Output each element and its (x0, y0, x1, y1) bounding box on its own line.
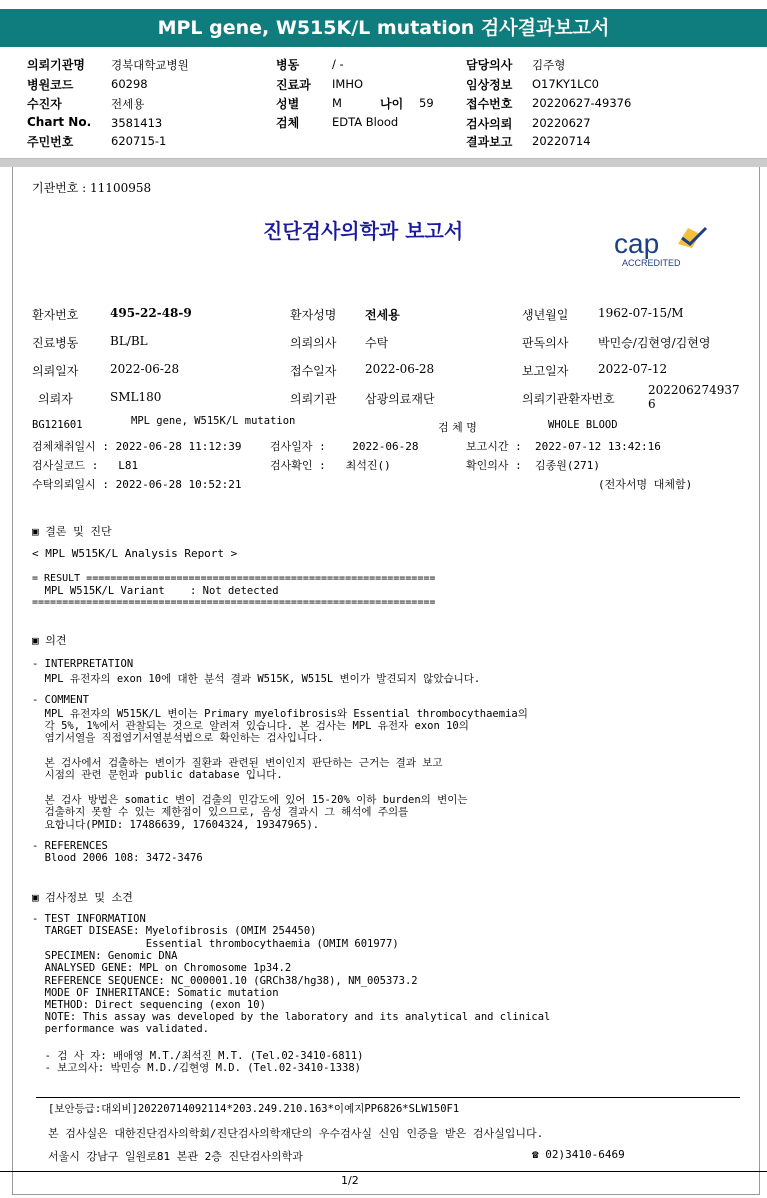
rpt-date-label: 보고일자 (522, 364, 569, 378)
header-label: 성별 (276, 97, 300, 111)
patient-no: 495-22-48-9 (110, 306, 192, 320)
header-label: 진료과 (276, 78, 311, 92)
req-org-label: 의뢰기관 (290, 392, 337, 406)
header-label: 주민번호 (27, 135, 74, 149)
physician: 수탁 (365, 336, 389, 350)
page-divider (0, 1171, 767, 1172)
analysis-report-title: < MPL W515K/L Analysis Report > (32, 547, 238, 560)
header-label: 검사의뢰 (466, 117, 513, 131)
reader: 박민승/김현영/김현영 (598, 336, 711, 350)
test-info-line: performance was validated. (32, 1023, 210, 1035)
report-heading: 진단검사의학과 보고서 (263, 219, 464, 243)
header-value: / - (332, 57, 344, 71)
header-label: 임상정보 (466, 78, 513, 92)
comment-line: 본 검사에서 검출하는 변이가 질환과 관련된 변이인지 판단하는 근거는 결과 보고 (32, 757, 443, 769)
report-title-bar: MPL gene, W515K/L mutation 검사결과보고서 (0, 9, 767, 47)
header-value: IMHO (332, 77, 364, 91)
specimen-name: WHOLE BLOOD (548, 419, 618, 431)
dob-label: 생년월일 (522, 308, 569, 322)
dob: 1962-07-15/M (598, 306, 684, 320)
comment-line: 시점의 관련 문헌과 public database 입니다. (32, 769, 283, 781)
header-value: 59 (419, 96, 434, 110)
rcv-date-label: 접수일자 (290, 364, 337, 378)
header-label: 접수번호 (466, 97, 513, 111)
security-line: [보안등급:대외비]20220714092114*203.249.210.163*이예지PP6826*SLW150F1 (48, 1103, 460, 1115)
patient-name: 전세용 (365, 308, 400, 322)
report-time: 보고시간 : 2022-07-12 13:42:16 (466, 440, 661, 453)
req-date-label: 의뢰일자 (32, 364, 79, 378)
header-value: 3581413 (111, 116, 163, 130)
test-info-line: TARGET DISEASE: Myelofibrosis (OMIM 254450) (32, 925, 317, 937)
phone: ☎ 02)3410-6469 (532, 1148, 625, 1161)
rcv-date: 2022-06-28 (365, 362, 435, 376)
header-value: M (332, 96, 342, 110)
requester: SML180 (110, 390, 162, 404)
references-text: Blood 2006 108: 3472-3476 (32, 852, 203, 864)
e-signature-note: (전자서명 대체함) (598, 478, 693, 491)
test-info-line: NOTE: This assay was developed by the laboratory and its analytical and clinical (32, 1011, 551, 1023)
test-date: 검사일자 : 2022-06-28 (270, 440, 419, 453)
test-info-line: SPECIMEN: Genomic DNA (32, 950, 178, 962)
confirm-doctor: 확인의사 : 김종원(271) (466, 459, 600, 472)
patient-name-label: 환자성명 (290, 308, 337, 322)
rpt-date: 2022-07-12 (598, 362, 668, 376)
header-value: 경북대학교병원 (111, 58, 189, 72)
header-value: 620715-1 (111, 134, 167, 148)
cap-accredited-text: ACCREDITED (622, 258, 681, 268)
header-label: 결과보고 (466, 135, 513, 149)
comment-line: MPL 유전자의 W515K/L 변이는 Primary myelofibrosis와 Essential thrombocythaemia의 (32, 708, 528, 720)
test-info-line: REFERENCE SEQUENCE: NC_000001.10 (GRCh38/hg38), NM_005373.2 (32, 975, 418, 987)
test-name: MPL gene, W515K/L mutation (131, 415, 296, 427)
comment-line: 염기서열을 직접염기서열분석법으로 확인하는 검사입니다. (32, 732, 324, 744)
org-patient-no-cont: 6 (648, 397, 656, 411)
test-info-line: - TEST INFORMATION (32, 913, 146, 925)
org-patient-no: 202206274937 (648, 383, 740, 397)
references-title: - REFERENCES (32, 840, 108, 852)
header-label: 담당의사 (466, 58, 513, 72)
result-line: = RESULT ========================================================== (32, 573, 436, 584)
test-code: BG121601 (32, 419, 83, 431)
result-line: =================================================================== (32, 597, 436, 608)
section-conclusion-title: ▣ 결론 및 진단 (32, 525, 112, 538)
header-value: 20220714 (532, 134, 591, 148)
comment-title: - COMMENT (32, 694, 89, 706)
lab-code: 검사실코드 : L81 (32, 459, 139, 472)
collect-time: 검체채취일시 : 2022-06-28 11:12:39 (32, 440, 242, 453)
comment-line: 각 5%, 1%에서 관찰되는 것으로 알려져 있습니다. 본 검사는 MPL 유전자 exon 10의 (32, 720, 469, 732)
test-info-line: Essential thrombocythaemia (OMIM 601977) (32, 938, 399, 950)
req-date: 2022-06-28 (110, 362, 180, 376)
ward: BL/BL (110, 334, 148, 348)
header-value: 60298 (111, 77, 148, 91)
cap-text: cap (614, 228, 660, 259)
page-number: 1/2 (341, 1174, 359, 1187)
header-value: 김주형 (532, 58, 566, 72)
header-value: O17KY1LC0 (532, 77, 599, 91)
interpretation-title: - INTERPRETATION (32, 658, 134, 670)
header-value: EDTA Blood (332, 115, 399, 129)
result-value: MPL W515K/L Variant : Not detected (32, 585, 279, 597)
section-opinion-title: ▣ 의견 (32, 634, 67, 647)
requester-label: 의뢰자 (38, 392, 73, 406)
header-value: 20220627 (532, 116, 591, 130)
header-label: Chart No. (27, 115, 92, 129)
header-label: 병원코드 (27, 78, 74, 92)
comment-line: 검출하지 못할 수 있는 제한점이 있으므로, 음성 결과시 그 해석에 주의를 (32, 806, 409, 818)
ward-label: 진료병동 (32, 336, 79, 350)
test-info-line: MODE OF INHERITANCE: Somatic mutation (32, 987, 279, 999)
req-org: 삼광의료재단 (365, 392, 435, 406)
section-separator (0, 158, 767, 167)
institution-number: 기관번호 : 11100958 (32, 181, 152, 195)
test-info-line: METHOD: Direct sequencing (exon 10) (32, 999, 266, 1011)
cap-accredited-logo (612, 224, 712, 270)
patient-no-label: 환자번호 (32, 308, 79, 322)
header-label: 의뢰기관명 (27, 58, 85, 72)
specimen-label: 검 체 명 (438, 421, 477, 434)
header-label: 병동 (276, 58, 300, 72)
section-test-info-title: ▣ 검사정보 및 소견 (32, 891, 133, 904)
interpretation-text: MPL 유전자의 exon 10에 대한 분석 결과 W515K, W515L 변이가 발견되지 않았습니다. (32, 673, 481, 685)
physician-label: 의뢰의사 (290, 336, 337, 350)
address: 서울시 강남구 일원로81 본관 2층 진단검사의학과 (48, 1150, 303, 1163)
header-label: 검체 (276, 116, 300, 130)
org-patient-no-label: 의뢰기관환자번호 (522, 392, 615, 406)
comment-line: 본 검사 방법은 somatic 변이 검출의 민감도에 있어 15-20% 이하 burden의 변이는 (32, 794, 468, 806)
header-label: 수진자 (27, 97, 62, 111)
footer-divider (36, 1097, 740, 1098)
test-info-line: ANALYSED GENE: MPL on Chromosome 1p34.2 (32, 962, 292, 974)
reader-label: 판독의사 (522, 336, 569, 350)
header-value: 전세용 (111, 97, 145, 111)
tester-info: - 검 사 자: 배애영 M.T./최석진 M.T. (Tel.02-3410-6811) (32, 1050, 364, 1062)
confirm: 검사확인 : 최석진() (270, 459, 391, 472)
certification-note: 본 검사실은 대한진단검사의학회/진단검사의학재단의 우수검사실 신임 인증을 받은 검사실입니다. (48, 1127, 544, 1140)
reporter-info: - 보고의사: 박민승 M.D./김현영 M.D. (Tel.02-3410-1338) (32, 1062, 362, 1074)
header-label: 나이 (380, 97, 404, 111)
comment-line: 요합니다(PMID: 17486639, 17604324, 19347965). (32, 819, 320, 831)
header-value: 20220627-49376 (532, 96, 632, 110)
order-time: 수탁의뢰일시 : 2022-06-28 10:52:21 (32, 478, 242, 491)
